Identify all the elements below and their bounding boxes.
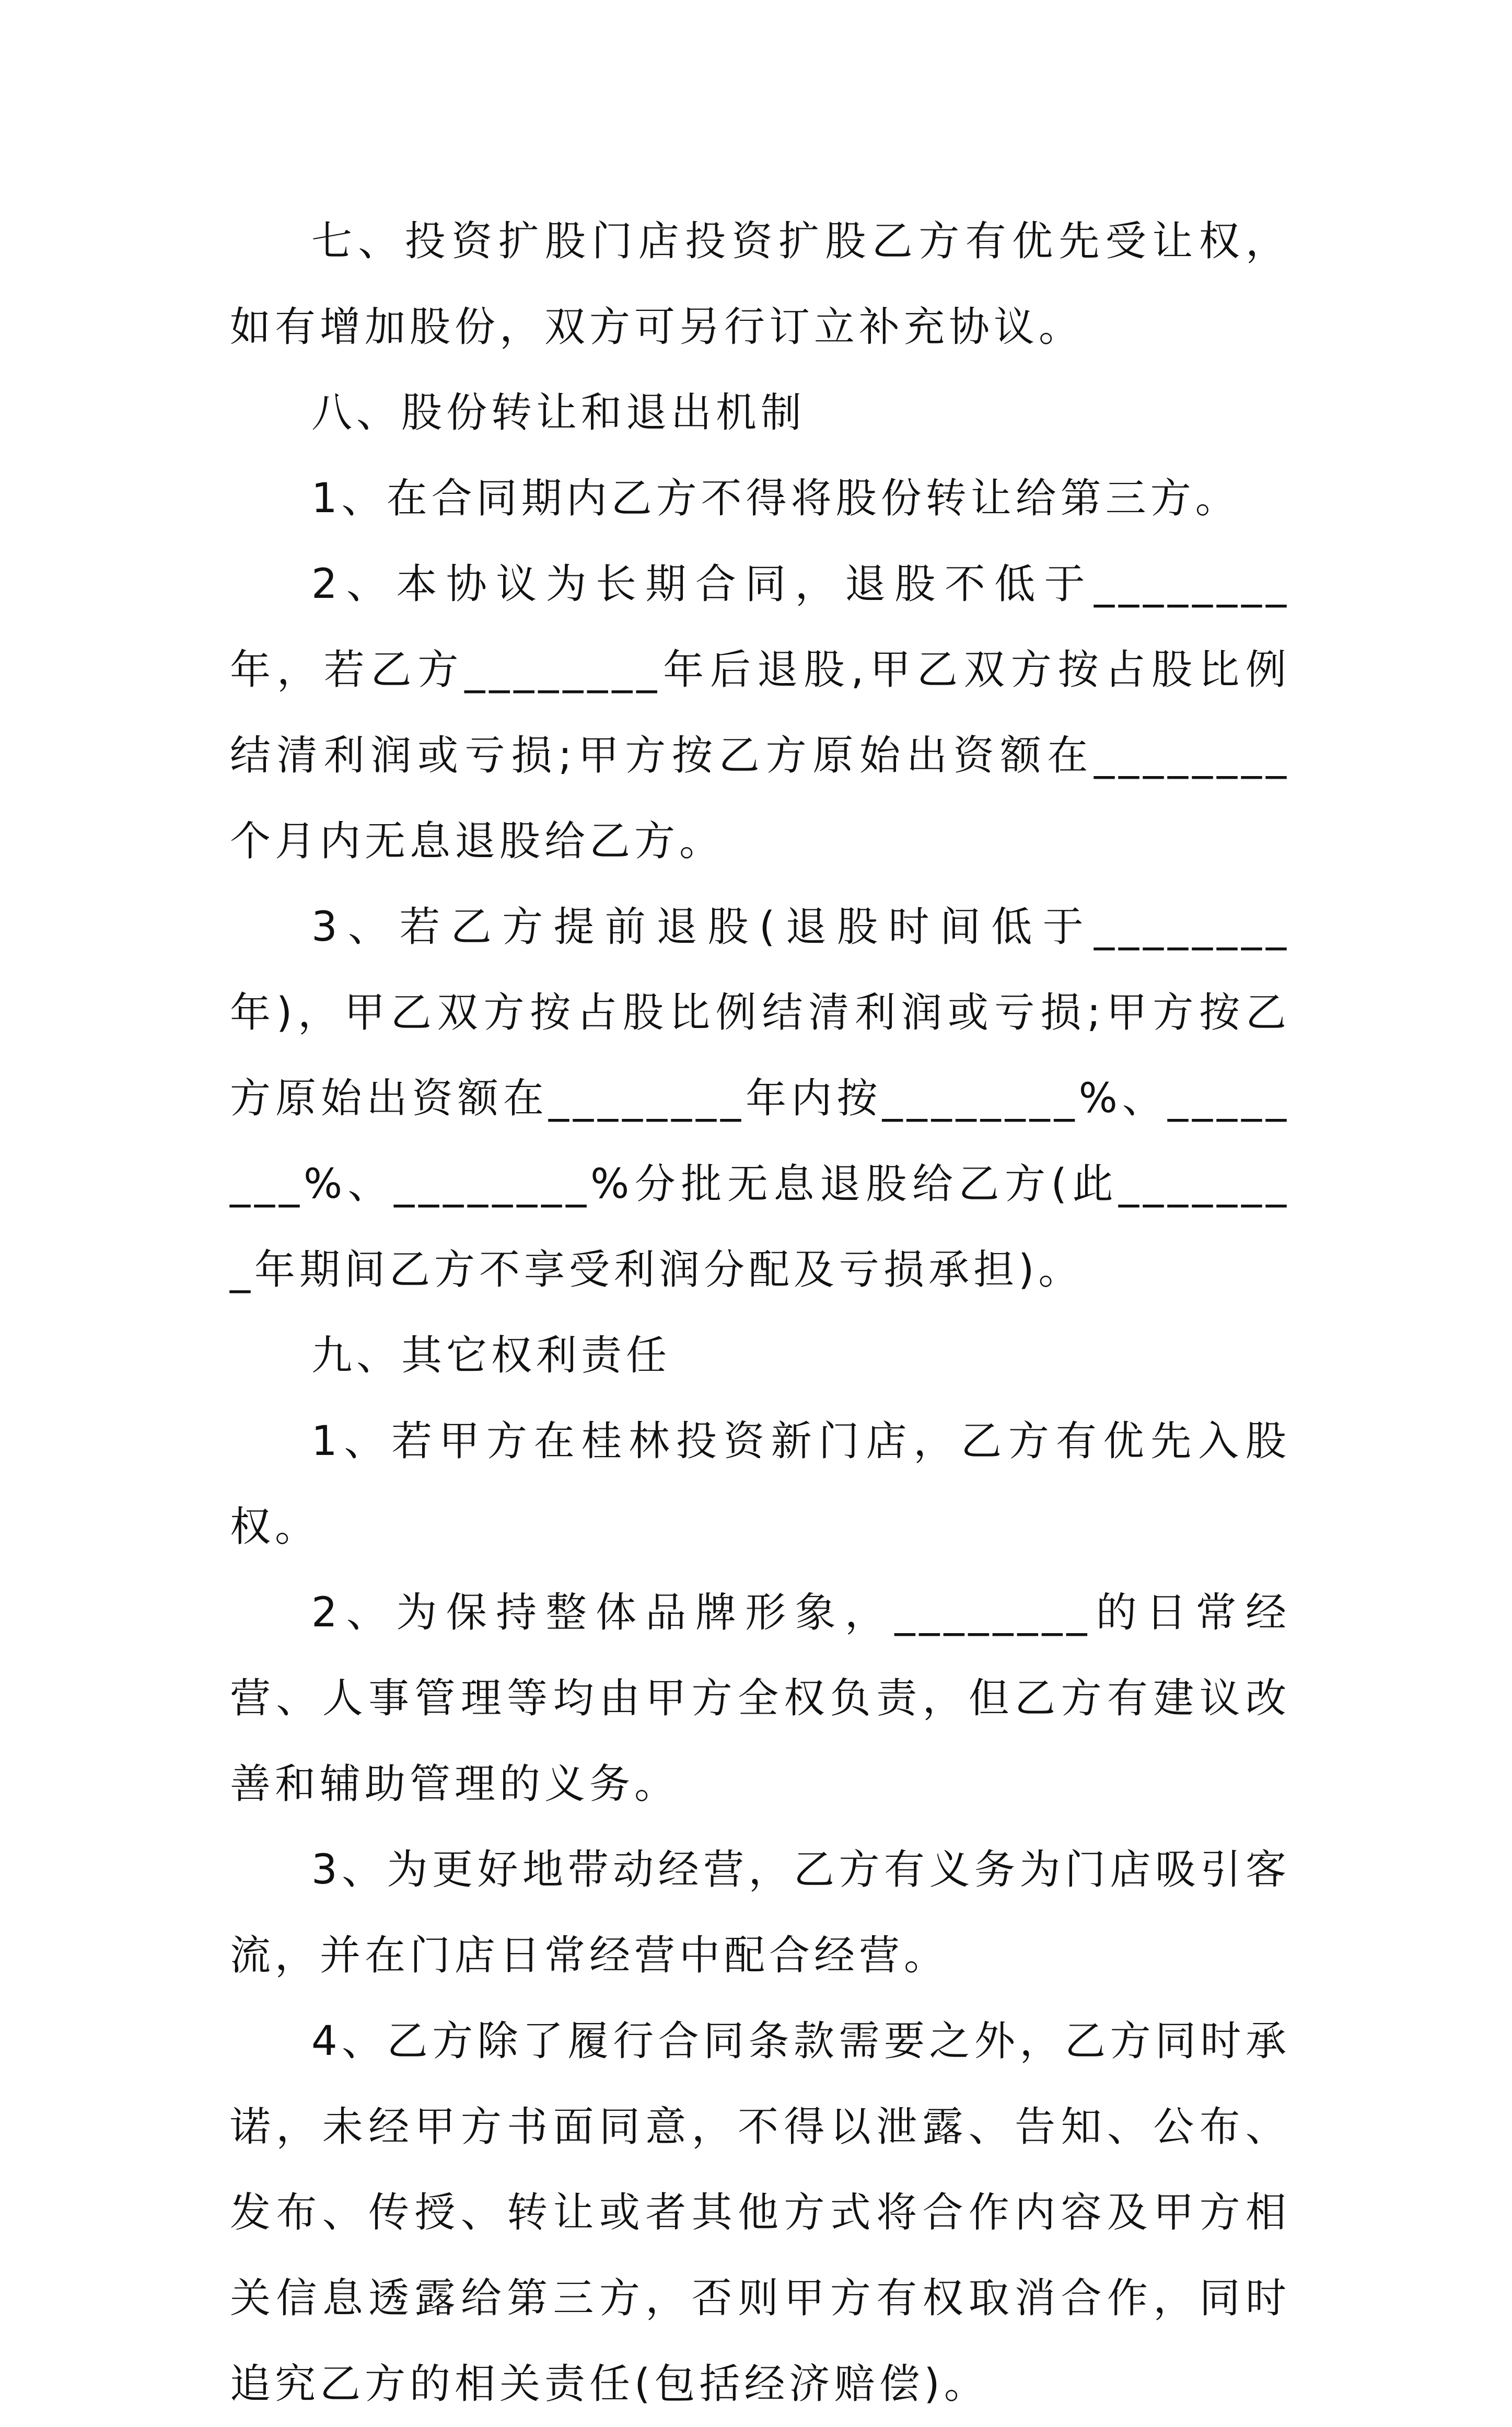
section-8-heading: 八、股份转让和退出机制 bbox=[311, 389, 806, 436]
clause-8-1: 1、在合同期内乙方不得将股份转让给第三方。 bbox=[311, 475, 1240, 522]
clause-9-3: 3、为更好地带动经营，乙方有义务为门店吸引客流，并在门店日常经营中配合经营。 bbox=[230, 1846, 1290, 1979]
clause-8-3: 3、若乙方提前退股(退股时间低于________年)，甲乙双方按占股比例结清利润或亏损;甲方按乙方原始出资额在________年内按________%、________%、________%分批无息退股给乙方(此________年期间乙方不享受利润分配及亏损承担)。 bbox=[230, 904, 1290, 1293]
clause-8-2: 2、本协议为长期合同，退股不低于________年，若乙方________年后退股,甲乙双方按占股比例结清利润或亏损;甲方按乙方原始出资额在________个月内无息退股给乙方。 bbox=[230, 561, 1290, 865]
document-body bbox=[230, 199, 1290, 2427]
clause-9-2: 2、为保持整体品牌形象，________的日常经营、人事管理等均由甲方全权负责，但乙方有建议改善和辅助管理的义务。 bbox=[230, 1589, 1290, 1808]
clause-9-4: 4、乙方除了履行合同条款需要之外，乙方同时承诺，未经甲方书面同意，不得以泄露、告知、公布、发布、传授、转让或者其他方式将合作内容及甲方相关信息透露给第三方，否则甲方有权取消合作，同时追究乙方的相关责任(包括经济赔偿)。 bbox=[230, 2018, 1290, 2408]
section-9-heading: 九、其它权利责任 bbox=[311, 1332, 671, 1379]
clause-9-1: 1、若甲方在桂林投资新门店，乙方有优先入股权。 bbox=[230, 1418, 1290, 1551]
clause-7-investment-expansion: 七、投资扩股门店投资扩股乙方有优先受让权，如有增加股份，双方可另行订立补充协议。 bbox=[230, 218, 1290, 351]
